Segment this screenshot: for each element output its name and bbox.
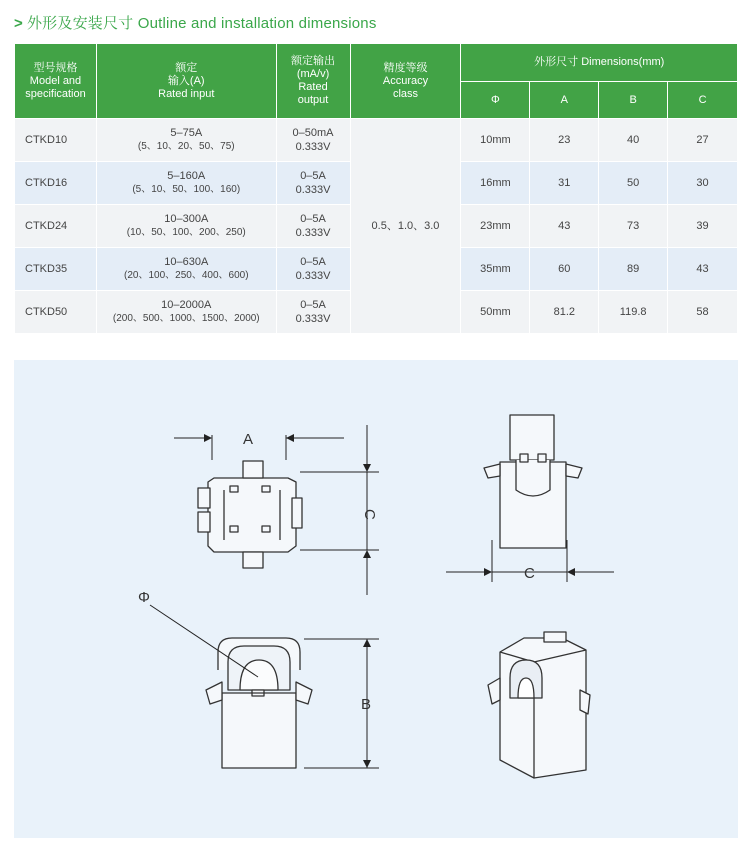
- header-output-en: Rated output: [297, 81, 329, 106]
- header-output-unit: (mA/v): [296, 68, 330, 80]
- cell-b: 50: [599, 162, 668, 205]
- header-dimensions: 外形尺寸 Dimensions(mm): [461, 44, 738, 82]
- header-output-cn: 额定输出: [291, 55, 336, 67]
- cell-input-range: 5–160A: [167, 170, 206, 182]
- cell-a: 60: [530, 248, 599, 291]
- cell-input-steps: (5、10、20、50、75): [137, 141, 235, 152]
- cell-phi: 35mm: [461, 248, 530, 291]
- cell-phi: 23mm: [461, 205, 530, 248]
- cell-c: 30: [668, 162, 738, 205]
- cell-a: 43: [530, 205, 599, 248]
- cell-phi: 50mm: [461, 291, 530, 334]
- cell-output-1: 0–5A: [300, 299, 326, 311]
- label-phi: Φ: [138, 589, 150, 606]
- cell-input-steps: (5、10、50、100、160): [132, 184, 241, 195]
- cell-accuracy: 0.5、1.0、3.0: [350, 119, 461, 334]
- header-accuracy-en: Accuracy class: [382, 74, 429, 100]
- cell-input-range: 10–2000A: [161, 299, 212, 311]
- front-view-drawing: [206, 638, 312, 768]
- cell-output-1: 0–5A: [300, 170, 326, 182]
- cell-output-2: 0.333V: [295, 184, 331, 196]
- cell-input-range: 10–630A: [164, 256, 209, 268]
- cell-b: 119.8: [599, 291, 668, 334]
- cell-model: CTKD35: [15, 248, 97, 291]
- cell-output: [276, 162, 350, 205]
- dimensions-table: [14, 43, 738, 334]
- cell-output: [276, 291, 350, 334]
- label-c-bottom: C: [524, 565, 535, 582]
- cell-model: CTKD50: [15, 291, 97, 334]
- cell-output-2: 0.333V: [295, 313, 331, 325]
- cell-output-2: 0.333V: [295, 141, 331, 153]
- section-title-text: 外形及安装尺寸 Outline and installation dimensions: [26, 15, 377, 32]
- cell-c: 58: [668, 291, 738, 334]
- cell-model: CTKD16: [15, 162, 97, 205]
- header-a: A: [530, 82, 599, 119]
- cell-input: [96, 119, 276, 162]
- cell-output: [276, 205, 350, 248]
- cell-c: 39: [668, 205, 738, 248]
- cell-output: [276, 119, 350, 162]
- table-row: [15, 119, 738, 162]
- header-accuracy-cn: 精度等级: [383, 61, 428, 74]
- cell-input-steps: (200、500、1000、1500、2000): [112, 313, 260, 324]
- chevron-right-icon: >: [14, 15, 23, 32]
- cell-output-1: 0–5A: [300, 256, 326, 268]
- header-accuracy: [350, 44, 461, 119]
- header-model-en: Model and specification: [25, 74, 86, 100]
- header-b: B: [599, 82, 668, 119]
- cell-input-range: 5–75A: [170, 127, 203, 139]
- header-input-en: Rated input: [158, 87, 215, 100]
- cell-a: 81.2: [530, 291, 599, 334]
- header-input-cn2: 输入(A): [167, 74, 205, 87]
- cell-phi: 10mm: [461, 119, 530, 162]
- cell-b: 89: [599, 248, 668, 291]
- header-phi: Φ: [461, 82, 530, 119]
- header-input: [96, 44, 276, 119]
- cell-input: [96, 205, 276, 248]
- header-c: C: [668, 82, 738, 119]
- cell-phi: 16mm: [461, 162, 530, 205]
- section-title: [14, 12, 377, 33]
- cell-model: CTKD24: [15, 205, 97, 248]
- cell-input-steps: (10、50、100、200、250): [126, 227, 246, 238]
- isometric-view-drawing: [488, 632, 590, 778]
- cell-output-2: 0.333V: [295, 227, 331, 239]
- header-model: [15, 44, 97, 119]
- label-b: B: [361, 696, 372, 713]
- technical-drawing-panel: [14, 360, 738, 838]
- cell-b: 73: [599, 205, 668, 248]
- cell-model: CTKD10: [15, 119, 97, 162]
- cell-c: 43: [668, 248, 738, 291]
- cell-b: 40: [599, 119, 668, 162]
- cell-output-1: 0–50mA: [292, 127, 334, 139]
- cell-input: [96, 248, 276, 291]
- side-view-drawing: [484, 415, 582, 548]
- cell-input: [96, 291, 276, 334]
- cell-output-1: 0–5A: [300, 213, 326, 225]
- header-model-cn: 型号规格: [33, 61, 78, 74]
- header-output: [276, 44, 350, 119]
- cell-a: 31: [530, 162, 599, 205]
- cell-output-2: 0.333V: [295, 270, 331, 282]
- header-input-cn: 额定: [175, 61, 198, 74]
- cell-input: [96, 162, 276, 205]
- label-a: A: [243, 431, 254, 448]
- top-view-drawing: [198, 461, 302, 568]
- cell-a: 23: [530, 119, 599, 162]
- technical-drawing: [14, 360, 738, 838]
- label-c-side: C: [361, 509, 378, 520]
- cell-input-range: 10–300A: [164, 213, 209, 225]
- cell-input-steps: (20、100、250、400、600): [124, 270, 249, 281]
- cell-output: [276, 248, 350, 291]
- cell-c: 27: [668, 119, 738, 162]
